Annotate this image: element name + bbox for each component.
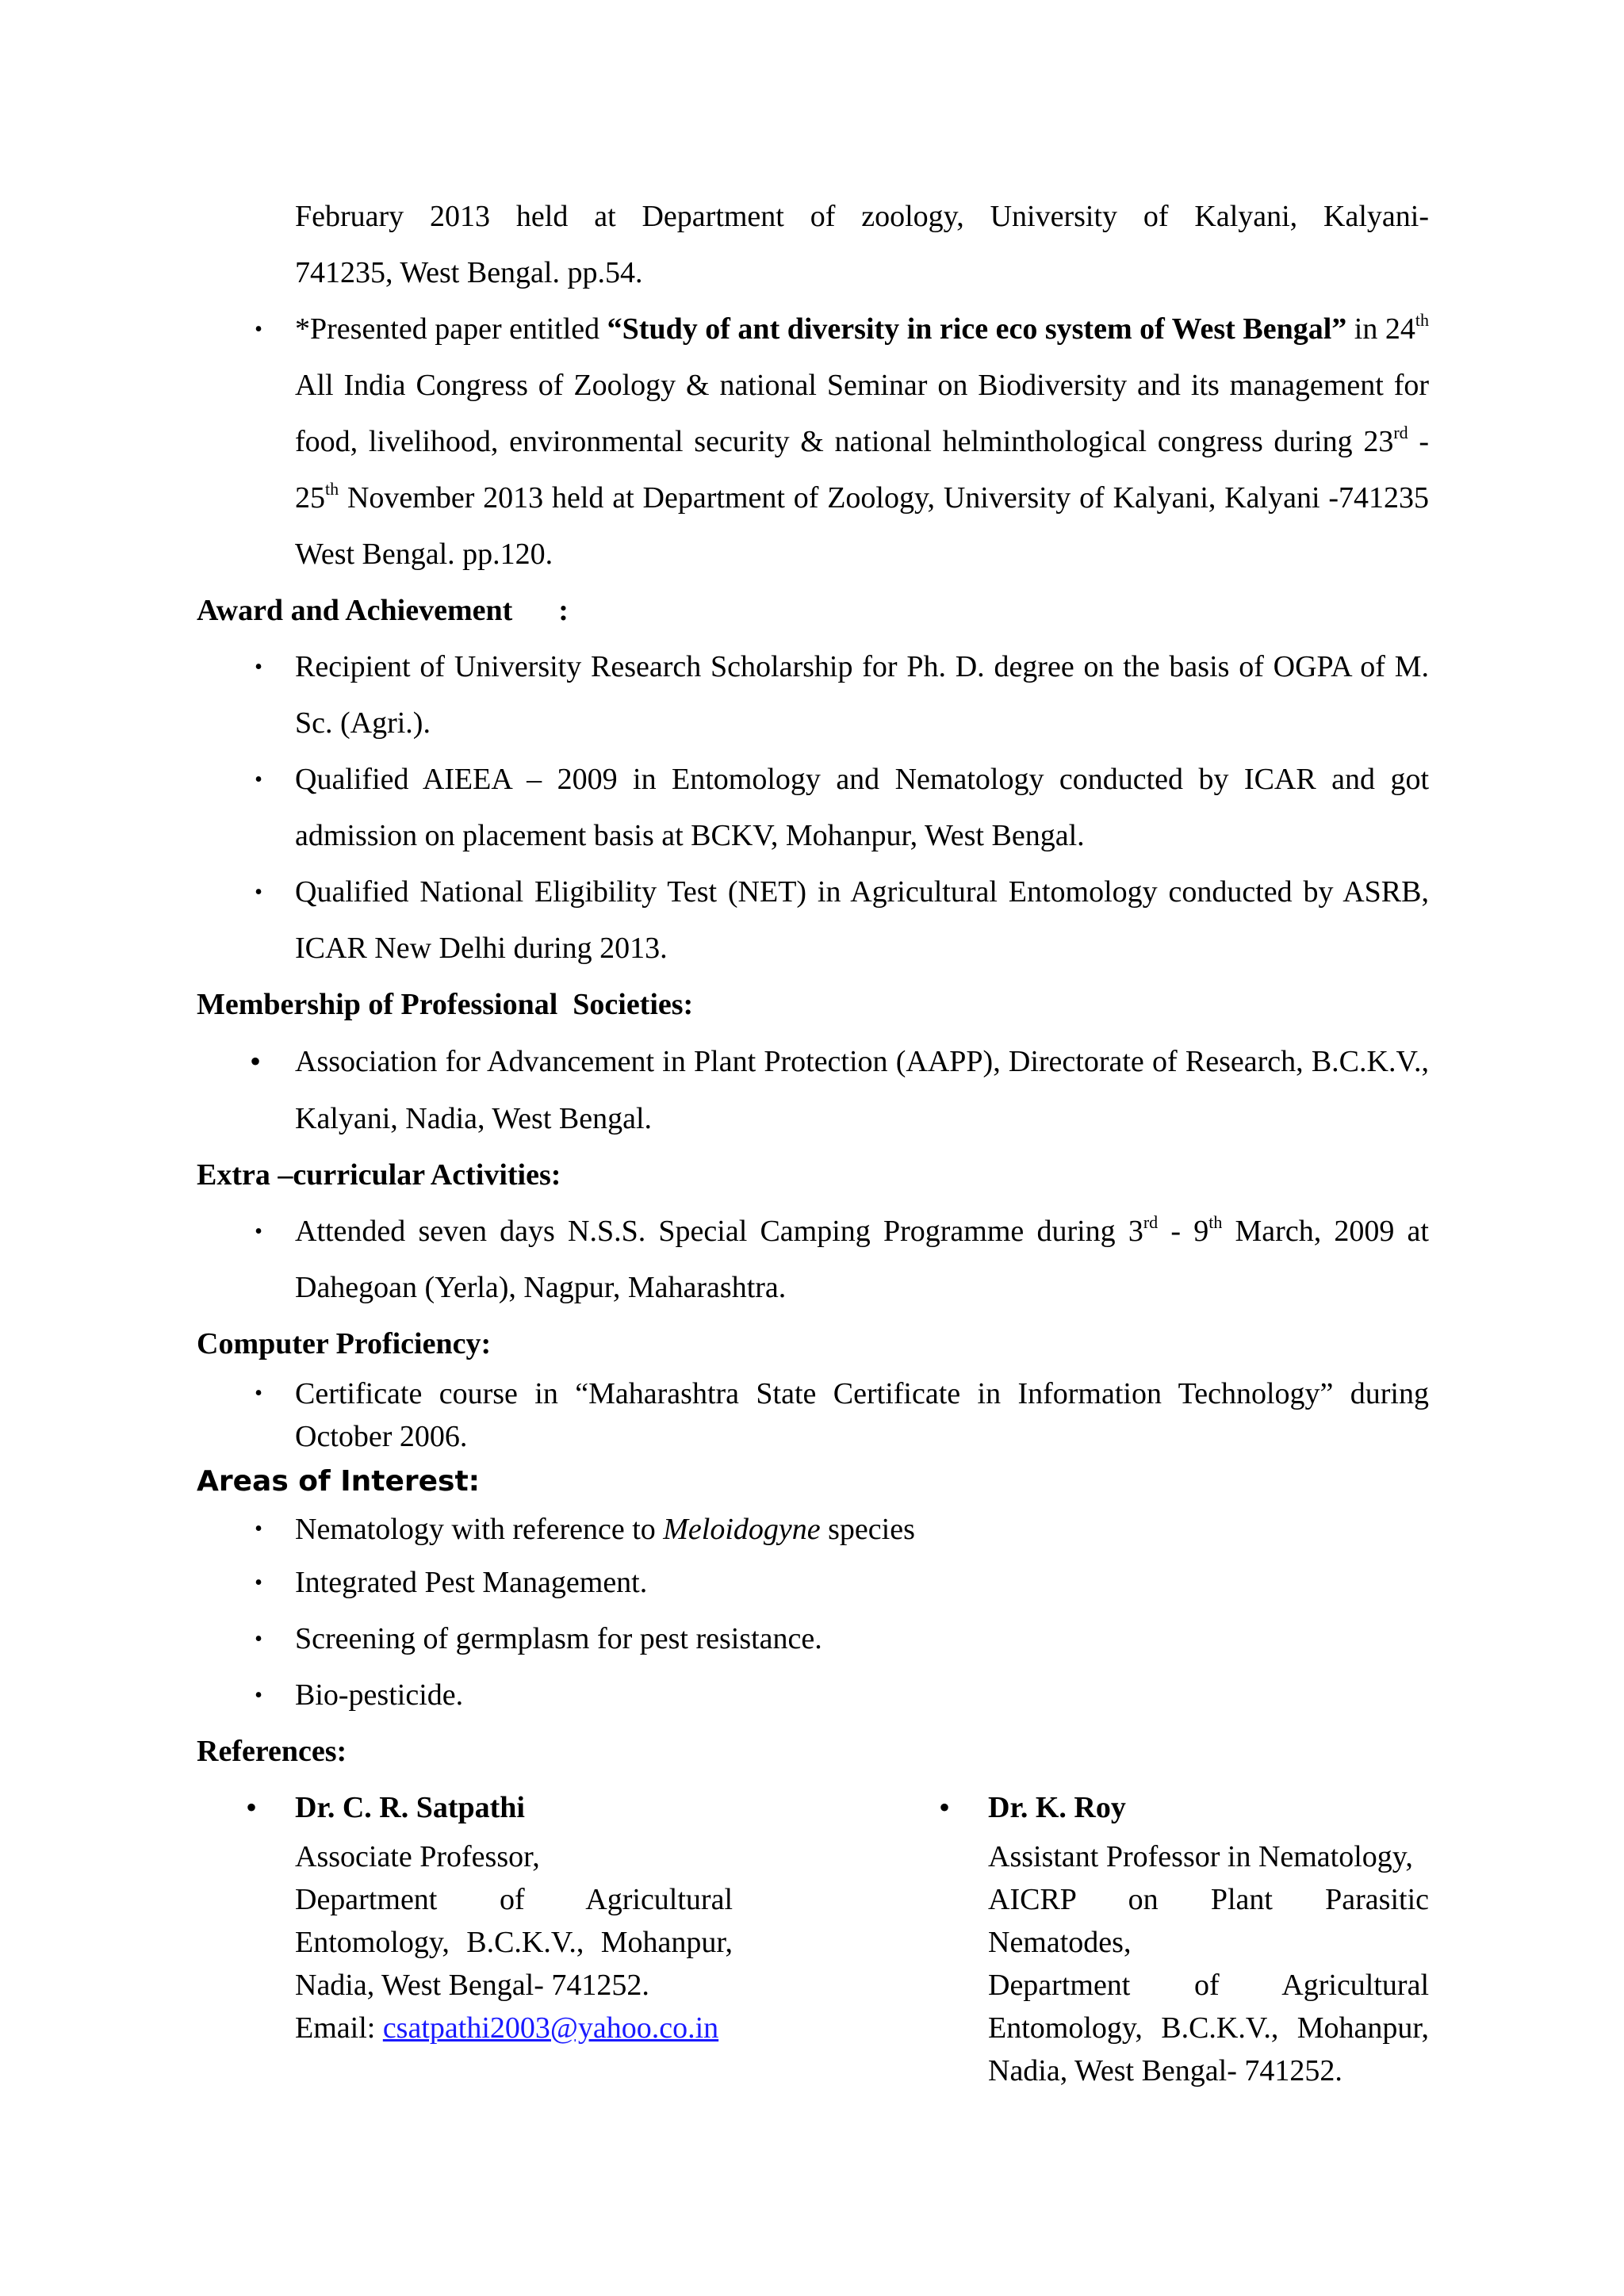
paper-text-2: All India Congress of Zoology & national Seminar on Biodiversity and its management for food, livelihood, environmental security & national helminthological congress during 23 (295, 369, 1429, 458)
email-link[interactable]: csatpathi2003@yahoo.co.in (382, 2011, 719, 2045)
interest-item-1-suffix: species (820, 1513, 915, 1546)
award-heading (197, 583, 1429, 639)
award-item-2: Qualified AIEEA – 2009 in Entomology and Nematology conducted by ICAR and got admission on placement basis at BCKV, Mohanpur, West Bengal. (295, 763, 1429, 852)
bullet-icon: • (246, 1789, 258, 1825)
award-heading-colon: : (558, 594, 569, 627)
extra-sup-2: th (1208, 1212, 1223, 1232)
paper-text-4: November 2013 held at Department of Zoology, University of Kalyani, Kalyani -741235 West Bengal. pp.120. (295, 481, 1429, 571)
award-list (197, 639, 1429, 977)
bullet-icon: • (255, 1219, 262, 1244)
reference-2-line-4: Entomology, B.C.K.V., Mohanpur, (988, 2011, 1429, 2045)
bullet-icon: • (255, 767, 262, 792)
bullet-icon: • (255, 317, 262, 342)
reference-1 (197, 1780, 733, 2092)
continuation-line-2: 741235, West Bengal. pp.54. (295, 256, 643, 289)
bullet-icon: • (255, 1517, 262, 1541)
list-item (197, 1555, 1429, 1611)
list-item (197, 1504, 1429, 1555)
reference-2-name-row (921, 1780, 1429, 1835)
presented-paper-list (197, 301, 1429, 583)
list-item-presented-paper (197, 301, 1429, 583)
extra-curricular-heading: Extra –curricular Activities: (197, 1158, 561, 1192)
interest-item-3: Screening of germplasm for pest resistance. (295, 1622, 822, 1655)
reference-2-line-3: Department of Agricultural (988, 1969, 1429, 2002)
membership-list (197, 1033, 1429, 1147)
extra-curricular-list (197, 1203, 1429, 1316)
membership-heading: Membership of Professional Societies: (197, 988, 694, 1021)
reference-2-line-2: AICRP on Plant Parasitic Nematodes, (988, 1883, 1429, 1959)
reference-1-name: Dr. C. R. Satpathi (295, 1791, 525, 1824)
list-item (197, 639, 1429, 752)
interest-item-1-italic: Meloidogyne (663, 1513, 821, 1546)
computer-item-1: Certificate course in “Maharashtra State Certificate in Information Technology” during October 2006. (295, 1377, 1429, 1453)
reference-1-line-1: Associate Professor, (295, 1840, 540, 1873)
paper-sup-3: th (325, 479, 339, 499)
bullet-icon: • (255, 1571, 262, 1595)
award-heading-text: Award and Achievement (197, 594, 513, 627)
interest-item-1-prefix: Nematology with reference to (295, 1513, 664, 1546)
bullet-icon: • (249, 1043, 261, 1079)
areas-of-interest-heading: Areas of Interest: (197, 1465, 481, 1498)
extra-text-1: Attended seven days N.S.S. Special Camping Programme during 3 (295, 1215, 1143, 1248)
references-heading: References: (197, 1735, 347, 1768)
list-item (197, 1203, 1429, 1316)
reference-2-details (921, 1835, 1429, 2092)
list-item (197, 1667, 1429, 1724)
bullet-icon: • (255, 1683, 262, 1708)
reference-1-line-4: Nadia, West Bengal- 741252. (295, 1969, 649, 2002)
references-grid (197, 1780, 1429, 2092)
reference-1-name-row (197, 1780, 733, 1835)
continuation-line-1: February 2013 held at Department of zoology, University of Kalyani, Kalyani- (295, 200, 1429, 233)
list-item (197, 1033, 1429, 1147)
paper-sup-2: rd (1393, 423, 1408, 442)
reference-1-email-row (295, 2007, 733, 2049)
interest-item-2: Integrated Pest Management. (295, 1566, 648, 1599)
paper-text-1: in 24 (1346, 312, 1415, 346)
paper-text-3: - 25 (295, 425, 1429, 515)
extra-sup-1: rd (1143, 1212, 1159, 1232)
interest-item-4: Bio-pesticide. (295, 1678, 464, 1712)
computer-proficiency-list (197, 1372, 1429, 1458)
reference-2-name: Dr. K. Roy (988, 1791, 1126, 1824)
bullet-icon: • (255, 655, 262, 679)
reference-1-details (197, 1835, 733, 2049)
paper-sup-1: th (1415, 310, 1429, 330)
previous-item-continuation (197, 189, 1429, 301)
reference-1-line-3: Entomology, B.C.K.V., Mohanpur, (295, 1926, 733, 1959)
reference-1-line-2: Department of Agricultural (295, 1883, 733, 1916)
membership-item-1: Association for Advancement in Plant Protection (AAPP), Directorate of Research, B.C.K.V., Kalyani, Nadia, West Bengal. (295, 1045, 1429, 1135)
page-content (197, 189, 1429, 2092)
award-item-1: Recipient of University Research Scholarship for Ph. D. degree on the basis of OGPA of M. Sc. (Agri.). (295, 650, 1429, 740)
paper-title: “Study of ant diversity in rice eco system of West Bengal” (607, 312, 1347, 346)
email-label: Email: (295, 2011, 383, 2045)
list-item (197, 1372, 1429, 1458)
award-item-3: Qualified National Eligibility Test (NET) in Agricultural Entomology conducted by ASRB, ICAR New Delhi during 2013. (295, 875, 1429, 965)
reference-2-line-1: Assistant Professor in Nematology, (988, 1840, 1413, 1873)
bullet-icon: • (939, 1789, 951, 1825)
extra-text-3: March, 2009 at Dahegoan (Yerla), Nagpur, Maharashtra. (295, 1215, 1429, 1304)
computer-proficiency-heading: Computer Proficiency: (197, 1327, 492, 1360)
bullet-icon: • (255, 880, 262, 905)
extra-text-2: - 9 (1158, 1215, 1209, 1248)
paper-prefix: *Presented paper entitled (295, 312, 607, 346)
list-item (197, 864, 1429, 977)
bullet-icon: • (255, 1627, 262, 1651)
bullet-icon: • (255, 1381, 262, 1406)
list-item (197, 1611, 1429, 1667)
list-item (197, 752, 1429, 864)
reference-2-line-5: Nadia, West Bengal- 741252. (988, 2054, 1342, 2087)
reference-2 (921, 1780, 1429, 2092)
areas-of-interest-list (197, 1504, 1429, 1724)
